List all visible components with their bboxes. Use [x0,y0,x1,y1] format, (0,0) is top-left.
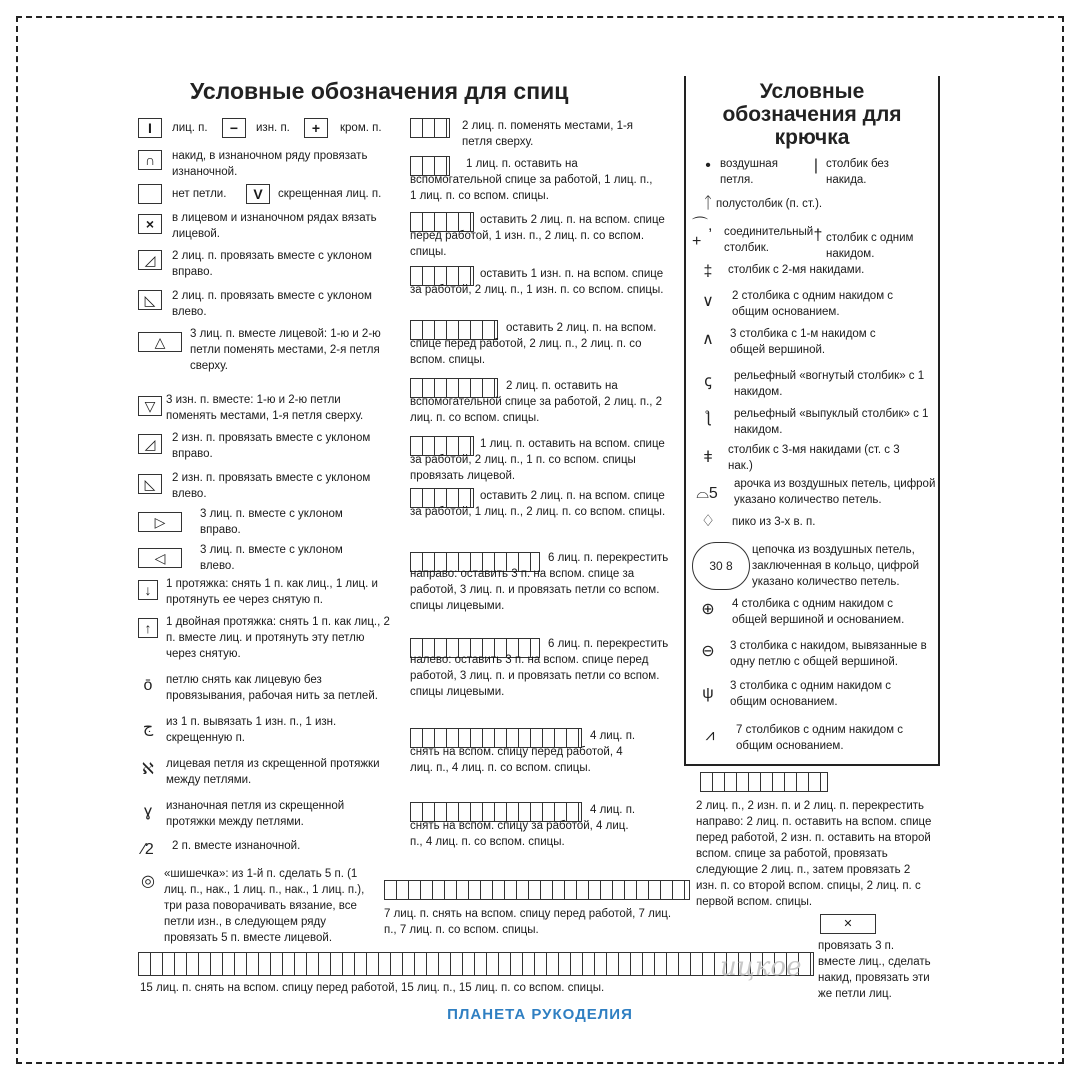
watermark-text: ицкое [720,952,802,982]
legend-text: столбик без накида. [826,158,889,186]
legend-text: 6 лиц. п. перекрестить направо: оставить 3 п. на вспом. спице за работой, 3 лиц. п. и провязать петли со вспом. спицы лицевыми. [410,552,669,612]
legend-text: 3 лиц. п. вместе с уклоном влево. [200,544,343,572]
legend-text: 2 изн. п. провязать вместе с уклоном вправо. [172,432,371,460]
crochet-symbol-icon: ∨ [702,293,714,310]
crochet-symbol-icon: ⩘ [705,727,715,744]
legend-text: кром. п. [340,122,382,134]
legend-text: 3 лиц. п. вместе с уклоном вправо. [200,508,343,536]
legend-text: 1 двойная протяжка: снять 1 п. как лиц., 2 п. вместе лиц. и протянуть эту петлю через снятую. [166,616,390,660]
legend-text: 3 столбика с накидом, вывязанные в одну петлю с общей вершиной. [730,640,927,668]
knit-symbol-icon: ◺ [138,290,162,310]
legend-text: рельефный «вогнутый столбик» с 1 накидом. [734,370,925,398]
knit-symbol-icon: ℵ [142,761,154,778]
knit-symbol-icon: ◺ [138,474,162,494]
legend-text: 7 столбиков с одним накидом с общим основанием. [736,724,904,752]
crochet-symbol-icon: ⌓5 [696,485,718,502]
crochet-box-bottom-border [684,764,940,766]
legend-text: 7 лиц. п. снять на вспом. спицу перед работой, 7 лиц. п., 7 лиц. п. со вспом. спицы. [384,908,672,936]
knit-symbol-icon: ◎ [141,873,155,890]
cable-chart [138,952,814,976]
legend-text: 2 лиц. п., 2 изн. п. и 2 лиц. п. перекрестить направо: 2 лиц. п. оставить на вспом. спице перед работой, 2 изн. п. оставить на второй вспом. спице за работой, провязать следующие 2 лиц. п., затем провязать 2 изн. п. со второй вспом. спицы, 2 лиц. п. с первой вспом. спицы. [696,800,932,908]
legend-text: 3 изн. п. вместе: 1-ю и 2-ю петли поменять местами, 1-я петля сверху. [166,394,364,422]
cable-chart [384,880,690,900]
legend-text: скрещенная лиц. п. [278,188,382,200]
knit-symbol-icon: ◿ [138,434,162,454]
legend-text: лицевая петля из скрещенной протяжки между петлями. [166,758,380,786]
legend-text: оставить 2 лиц. п. на вспом. спице перед работой, 1 изн. п., 2 лиц. п. со вспом. спицы. [410,214,665,258]
legend-text: рельефный «выпуклый столбик» с 1 накидом. [734,408,929,436]
brand-footer: ПЛАНЕТА РУКОДЕЛИЯ [447,1006,633,1023]
knit-symbol-icon: △ [138,332,182,352]
legend-text: 1 лиц. п. оставить на вспом. спице за работой, 2 лиц. п., 1 п. со вспом. спицы провязать лицевой. [410,438,665,482]
legend-text: изн. п. [256,122,290,134]
crochet-symbol-icon: | [813,157,819,174]
legend-text: 1 лиц. п. оставить на вспомогательной спице за работой, 1 лиц. п., 1 лиц. п. со вспом. спицы. [410,158,653,202]
legend-text: арочка из воздушных петель, цифрой указано количество петель. [734,478,936,506]
knit-symbol-icon: ⁄2 [142,841,154,858]
knit-symbol-icon: ج [142,719,154,736]
crochet-symbol-icon: ƪ [704,409,712,426]
crochet-symbol-icon: ᛏ [703,195,713,212]
legend-text: столбик с одним накидом. [826,232,914,260]
legend-text: 2 лиц. п. оставить на вспомогательной спице за работой, 2 лиц. п., 2 лиц. п. со вспом. спицы. [410,380,663,424]
legend-text: 2 изн. п. провязать вместе с уклоном влево. [172,472,371,500]
legend-text: 2 п. вместе изнаночной. [172,840,301,852]
legend-text: накид, в изнаночном ряду провязать изнаночной. [172,150,368,178]
legend-text: оставить 2 лиц. п. на вспом. спице за работой, 1 лиц. п., 2 лиц. п. со вспом. спицы. [410,490,666,518]
knit-symbol-icon: I [138,118,162,138]
crochet-box-left-border [684,76,686,766]
legend-text: петлю снять как лицевую без провязывания, рабочая нить за петлей. [166,674,378,702]
knit-symbol-icon: V [246,184,270,204]
crochet-title: Условные обозначения для крючка [722,80,902,149]
crochet-symbol-icon: † [813,227,823,244]
knit-symbol-icon: ↑ [138,618,158,638]
crochet-symbol-icon: ⊕ [701,601,715,618]
legend-text: 3 столбика с 1-м накидом с общей вершиной. [730,328,876,356]
knit-symbol-icon: − [222,118,246,138]
legend-text: 2 лиц. п. провязать вместе с уклоном влево. [172,290,372,318]
cable-chart [700,772,828,792]
legend-text: полустолбик (п. ст.). [716,198,823,210]
legend-text: соединительный столбик. [724,226,814,254]
crochet-symbol-icon: ‡ [703,263,713,280]
knit-symbol-icon: ◁ [138,548,182,568]
knit-symbol-icon: ∩ [138,150,162,170]
knit-symbol-icon: ō [143,677,153,694]
legend-text: «шишечка»: из 1-й п. сделать 5 п. (1 лиц. п., нак., 1 лиц. п., нак., 1 лиц. п.), три раза поворачивать вязание, все петли изн., в следующем ряду провязать 5 п. вместе лицевой. [164,868,365,944]
crochet-symbol-icon: ♢ [700,513,716,530]
knit-symbol-icon: ▷ [138,512,182,532]
crochet-symbol-icon: ∧ [702,331,714,348]
crochet-box-right-border [938,76,940,766]
crochet-symbol-icon: ⌒, + [692,217,713,250]
legend-text: 3 лиц. п. вместе лицевой: 1-ю и 2-ю петли поменять местами, 2-я петля сверху. [190,328,381,372]
legend-text: провязать 3 п. вместе лиц., сделать накид, провязать эти же петли лиц. [818,940,931,1000]
crochet-symbol-icon: ⊖ [701,643,715,660]
legend-text: воздушная петля. [720,158,778,186]
legend-text: пико из 3-х в. п. [732,516,816,528]
knit-symbol-icon: ▽ [138,396,162,416]
crochet-symbol-icon: ꞔ [704,373,712,390]
legend-text: 3 столбика с одним накидом с общим основанием. [730,680,892,708]
legend-text: в лицевом и изнаночном рядах вязать лицевой. [172,212,377,240]
legend-text: 1 протяжка: снять 1 п. как лиц., 1 лиц. и протянуть ее через снятую п. [166,578,378,606]
crochet-symbol-icon: 30 8 [692,542,750,590]
knit-symbol-icon: + [304,118,328,138]
legend-text: из 1 п. вывязать 1 изн. п., 1 изн. скрещенную п. [166,716,337,744]
legend-text: оставить 1 изн. п. на вспом. спице за работой, 2 лиц. п., 1 изн. п. со вспом. спицы. [410,268,664,296]
legend-text: 2 лиц. п. провязать вместе с уклоном вправо. [172,250,372,278]
knit-symbol-icon: ↓ [138,580,158,600]
legend-text: столбик с 3-мя накидами (ст. с 3 нак.) [728,444,900,472]
knit-symbol-icon: ◿ [138,250,162,270]
knit-symbol-icon: ɣ [143,803,152,820]
knit-symbol-icon: × [138,214,162,234]
crochet-symbol-icon: • [705,157,711,174]
legend-text: изнаночная петля из скрещенной протяжки между петлями. [166,800,345,828]
crochet-symbol-icon: ǂ [703,449,713,466]
legend-text: 4 лиц. п. снять на вспом. спицу за работой, 4 лиц. п., 4 лиц. п. со вспом. спицы. [410,804,636,848]
legend-text: столбик с 2-мя накидами. [728,264,865,276]
knitting-title: Условные обозначения для спиц [190,78,569,104]
legend-text: 6 лиц. п. перекрестить налево: оставить 3 п. на вспом. спице перед работой, 3 лиц. п. и провязать петли со вспом. спицы лицевыми. [410,638,669,698]
legend-text: цепочка из воздушных петель, заключенная в кольцо, цифрой указано количество петель. [752,544,920,588]
legend-text: 4 лиц. п. снять на вспом. спицу перед работой, 4 лиц. п., 4 лиц. п. со вспом. спицы. [410,730,636,774]
cross-symbol-icon: ✕ [820,914,876,934]
legend-text: оставить 2 лиц. п. на вспом. спице перед работой, 2 лиц. п., 2 лиц. п. со вспом. спицы. [410,322,657,366]
legend-text: лиц. п. [172,122,208,134]
crochet-symbol-icon: ψ [702,685,714,702]
legend-text: 15 лиц. п. снять на вспом. спицу перед работой, 15 лиц. п., 15 лиц. п. со вспом. спицы. [140,982,605,994]
legend-text: нет петли. [172,188,227,200]
cable-chart [410,118,450,138]
knit-symbol-icon [138,184,162,204]
legend-text: 2 лиц. п. поменять местами, 1-я петля сверху. [462,120,634,148]
legend-text: 2 столбика с одним накидом с общим основанием. [732,290,894,318]
legend-text: 4 столбика с одним накидом с общей вершиной и основанием. [732,598,905,626]
